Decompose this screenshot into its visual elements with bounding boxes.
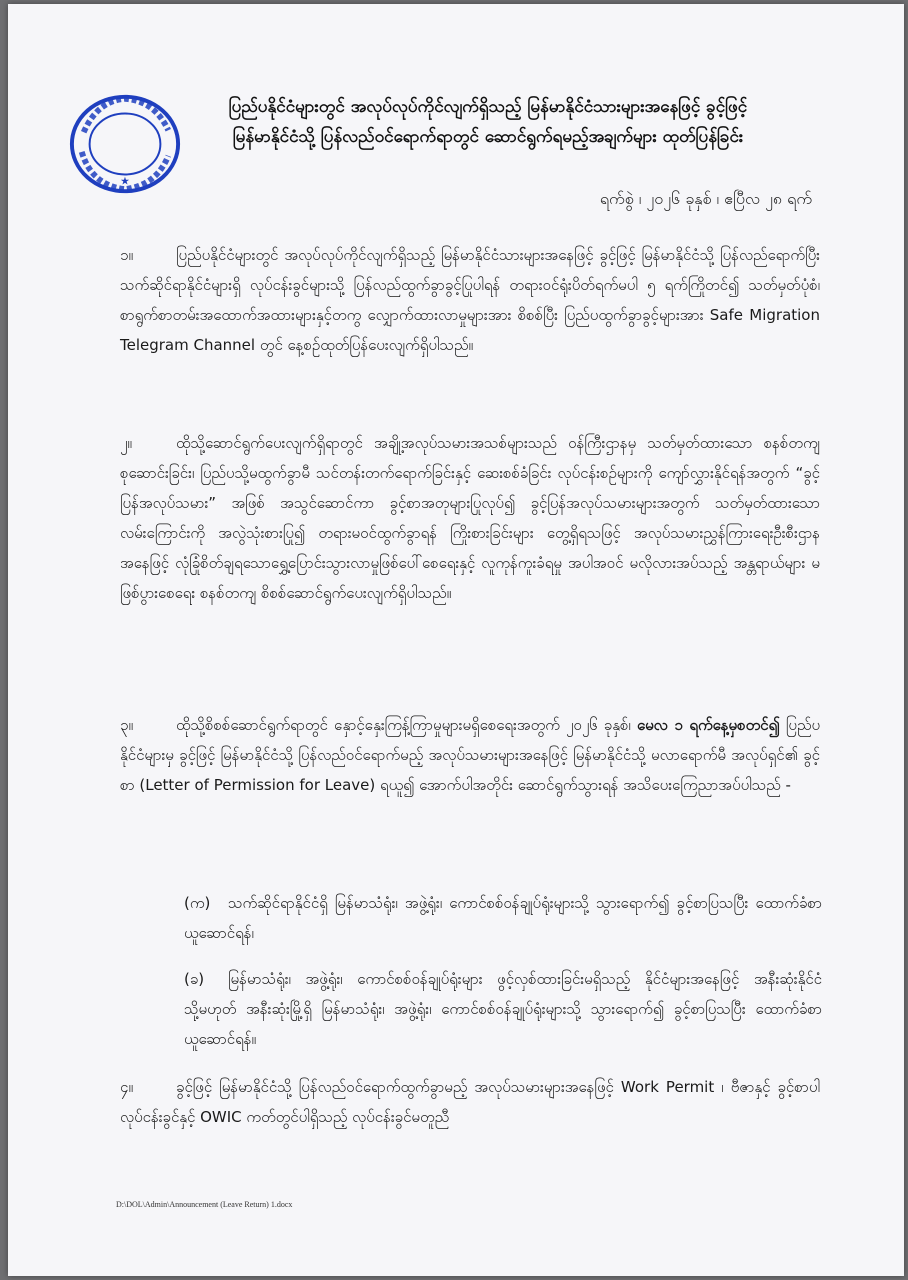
svg-text:★: ★ [120,174,130,188]
paragraph-number: ၃။ [120,716,133,734]
title-line-1: ပြည်ပနိုင်ငံများတွင် အလုပ်လုပ်ကိုင်လျက်ရှိသည့် မြန်မာနိုင်ငံသားများအနေဖြင့် ခွင့်ဖြင့် [228,97,748,117]
paragraph-4 [120,1072,820,1132]
paragraph-number: ၁။ [120,246,133,264]
sub-item-text: မြန်မာသံရုံး၊ အဖွဲ့ရုံး၊ ကောင်စစ်ဝန်ချုပ်ရုံးများ ဖွင့်လှစ်ထားခြင်းမရှိသည့် နိုင်ငံများအနေဖြင့် အနီးဆုံးနိုင်ငံ သို့မဟုတ် အနီးဆုံးမြို့ရှိ မြန်မာသံရုံး၊ အဖွဲ့ရုံး၊ ကောင်စစ်ဝန်ချုပ်ရုံးများသို့ သွားရောက်၍ ခွင့်စာပြသပြီး ထောက်ခံစာယူဆောင်ရန်။ [184,970,822,1048]
sub-item-number: (က) [184,894,211,912]
sub-item-ka [184,888,822,948]
paragraph-number: ၂။ [120,434,132,452]
paragraph-2 [120,428,820,608]
sub-item-kha [184,964,822,1054]
sub-item-number: (ခ) [184,970,205,988]
paragraph-number: ၄။ [120,1078,133,1096]
paragraph-3 [120,710,820,800]
paragraph-1 [120,240,820,360]
announcement-date: ရက်စွဲ ၊ ၂၀၂၆ ခုနှစ် ၊ ဧပြီလ ၂၈ ရက် [599,189,812,208]
announcement-title [148,92,828,152]
paragraph-text: ပြည်ပနိုင်ငံများတွင် အလုပ်လုပ်ကိုင်လျက်ရှိသည့် မြန်မာနိုင်ငံသားများအနေဖြင့် ခွင့်ဖြင့် မြန်မာနိုင်ငံသို့ ပြန်လည်ရောက်ပြီး သက်ဆိုင်ရာနိုင်ငံများရှိ လုပ်ငန်းခွင်များသို့ ပြန်လည်ထွက်ခွာခွင့်ပြုပါရန် တရားဝင်ရုံးပိတ်ရက်မပါ ၅ ရက်ကြိုတင်၍ သတ်မှတ်ပုံစံ၊ စာရွက်စာတမ်းအထောက်အထားများနှင့်တကွ လျှောက်ထားလာမှုများအား စိစစ်ပြီး ပြည်ပထွက်ခွာခွင့်များအား Safe Migration Telegram Channel တွင် နေ့စဉ်ထုတ်ပြန်ပေးလျက်ရှိပါသည်။ [120,246,820,354]
paragraph-text: ခွင့်ဖြင့် မြန်မာနိုင်ငံသို့ ပြန်လည်ဝင်ရောက်ထွက်ခွာမည့် အလုပ်သမားများအနေဖြင့် Work Permit ၊ ဗီဇာနှင့် ခွင့်စာပါ လုပ်ငန်းခွင်နှင့် OWIC ကတ်တွင်ပါရှိသည့် လုပ်ငန်းခွင်မတူညီ [120,1078,820,1126]
paragraph-text: ထိုသို့ဆောင်ရွက်ပေးလျက်ရှိရာတွင် အချို့အလုပ်သမားအသစ်များသည် ဝန်ကြီးဌာနမှ သတ်မှတ်ထားသော စနစ်တကျ စုဆောင်းခြင်း၊ ပြည်ပသို့မထွက်ခွာမီ သင်တန်းတက်ရောက်ခြင်းနှင့် ဆေးစစ်ခံခြင်း လုပ်ငန်းစဉ်များကို ကျော်လွှားနိုင်ရန်အတွက် “ခွင့်ပြန်အလုပ်သမား” အဖြစ် အသွင်ဆောင်ကာ ခွင့်စာအတုများပြုလုပ်၍ ခွင့်ပြန်အလုပ်သမားများအတွက် သတ်မှတ်ထားသောလမ်းကြောင်းကို အလွဲသုံးစားပြု၍ တရားမဝင်ထွက်ခွာရန် ကြိုးစားခြင်းများ တွေ့ရှိရသဖြင့် အလုပ်သမားညွှန်ကြားရေးဦးစီးဌာနအနေဖြင့် လုံခြုံစိတ်ချရသောရွှေ့ပြောင်းသွားလာမှုဖြစ်ပေါ်စေရေးနှင့် လူကုန်ကူးခံရမှု အပါအဝင် မလိုလားအပ်သည့် အန္တရာယ်များ မဖြစ်ပွားစေရေး စနစ်တကျ စိစစ်ဆောင်ရွက်ပေးလျက်ရှိပါသည်။ [120,434,820,602]
effective-date: မေလ ၁ ရက်နေ့မှစတင်၍ [636,716,780,734]
file-path-footer: D:\DOL\Admin\Announcement (Leave Return) 1.docx [116,1200,293,1209]
paragraph-text-continued: ပြည်ပနိုင်ငံများမှ ခွင့်ဖြင့် မြန်မာနိုင်ငံသို့ ပြန်လည်ဝင်ရောက်မည့် အလုပ်သမားများအနေဖြင့် မြန်မာနိုင်ငံသို့ မလာရောက်မီ အလုပ်ရှင်၏ ခွင့်စာ (Letter of Permission for Leave) ရယူ၍ အောက်ပါအတိုင်း ဆောင်ရွက်သွားရန် အသိပေးကြေညာအပ်ပါသည် - [120,716,820,794]
sub-item-text: သက်ဆိုင်ရာနိုင်ငံရှိ မြန်မာသံရုံး၊ အဖွဲ့ရုံး၊ ကောင်စစ်ဝန်ချုပ်ရုံးများသို့ သွားရောက်၍ ခွင့်စာပြသပြီး ထောက်ခံစာယူဆောင်ရန်၊ [184,894,822,942]
document-page [8,4,904,1276]
title-line-2: မြန်မာနိုင်ငံသို့ ပြန်လည်ဝင်ရောက်ရာတွင် ဆောင်ရွက်ရမည့်အချက်များ ထုတ်ပြန်ခြင်း [232,127,744,147]
paragraph-text: ထိုသို့စိစစ်ဆောင်ရွက်ရာတွင် နှောင့်နှေးကြန့်ကြာမှုများမရှိစေရေးအတွက် ၂၀၂၆ ခုနှစ်၊ [176,716,637,734]
